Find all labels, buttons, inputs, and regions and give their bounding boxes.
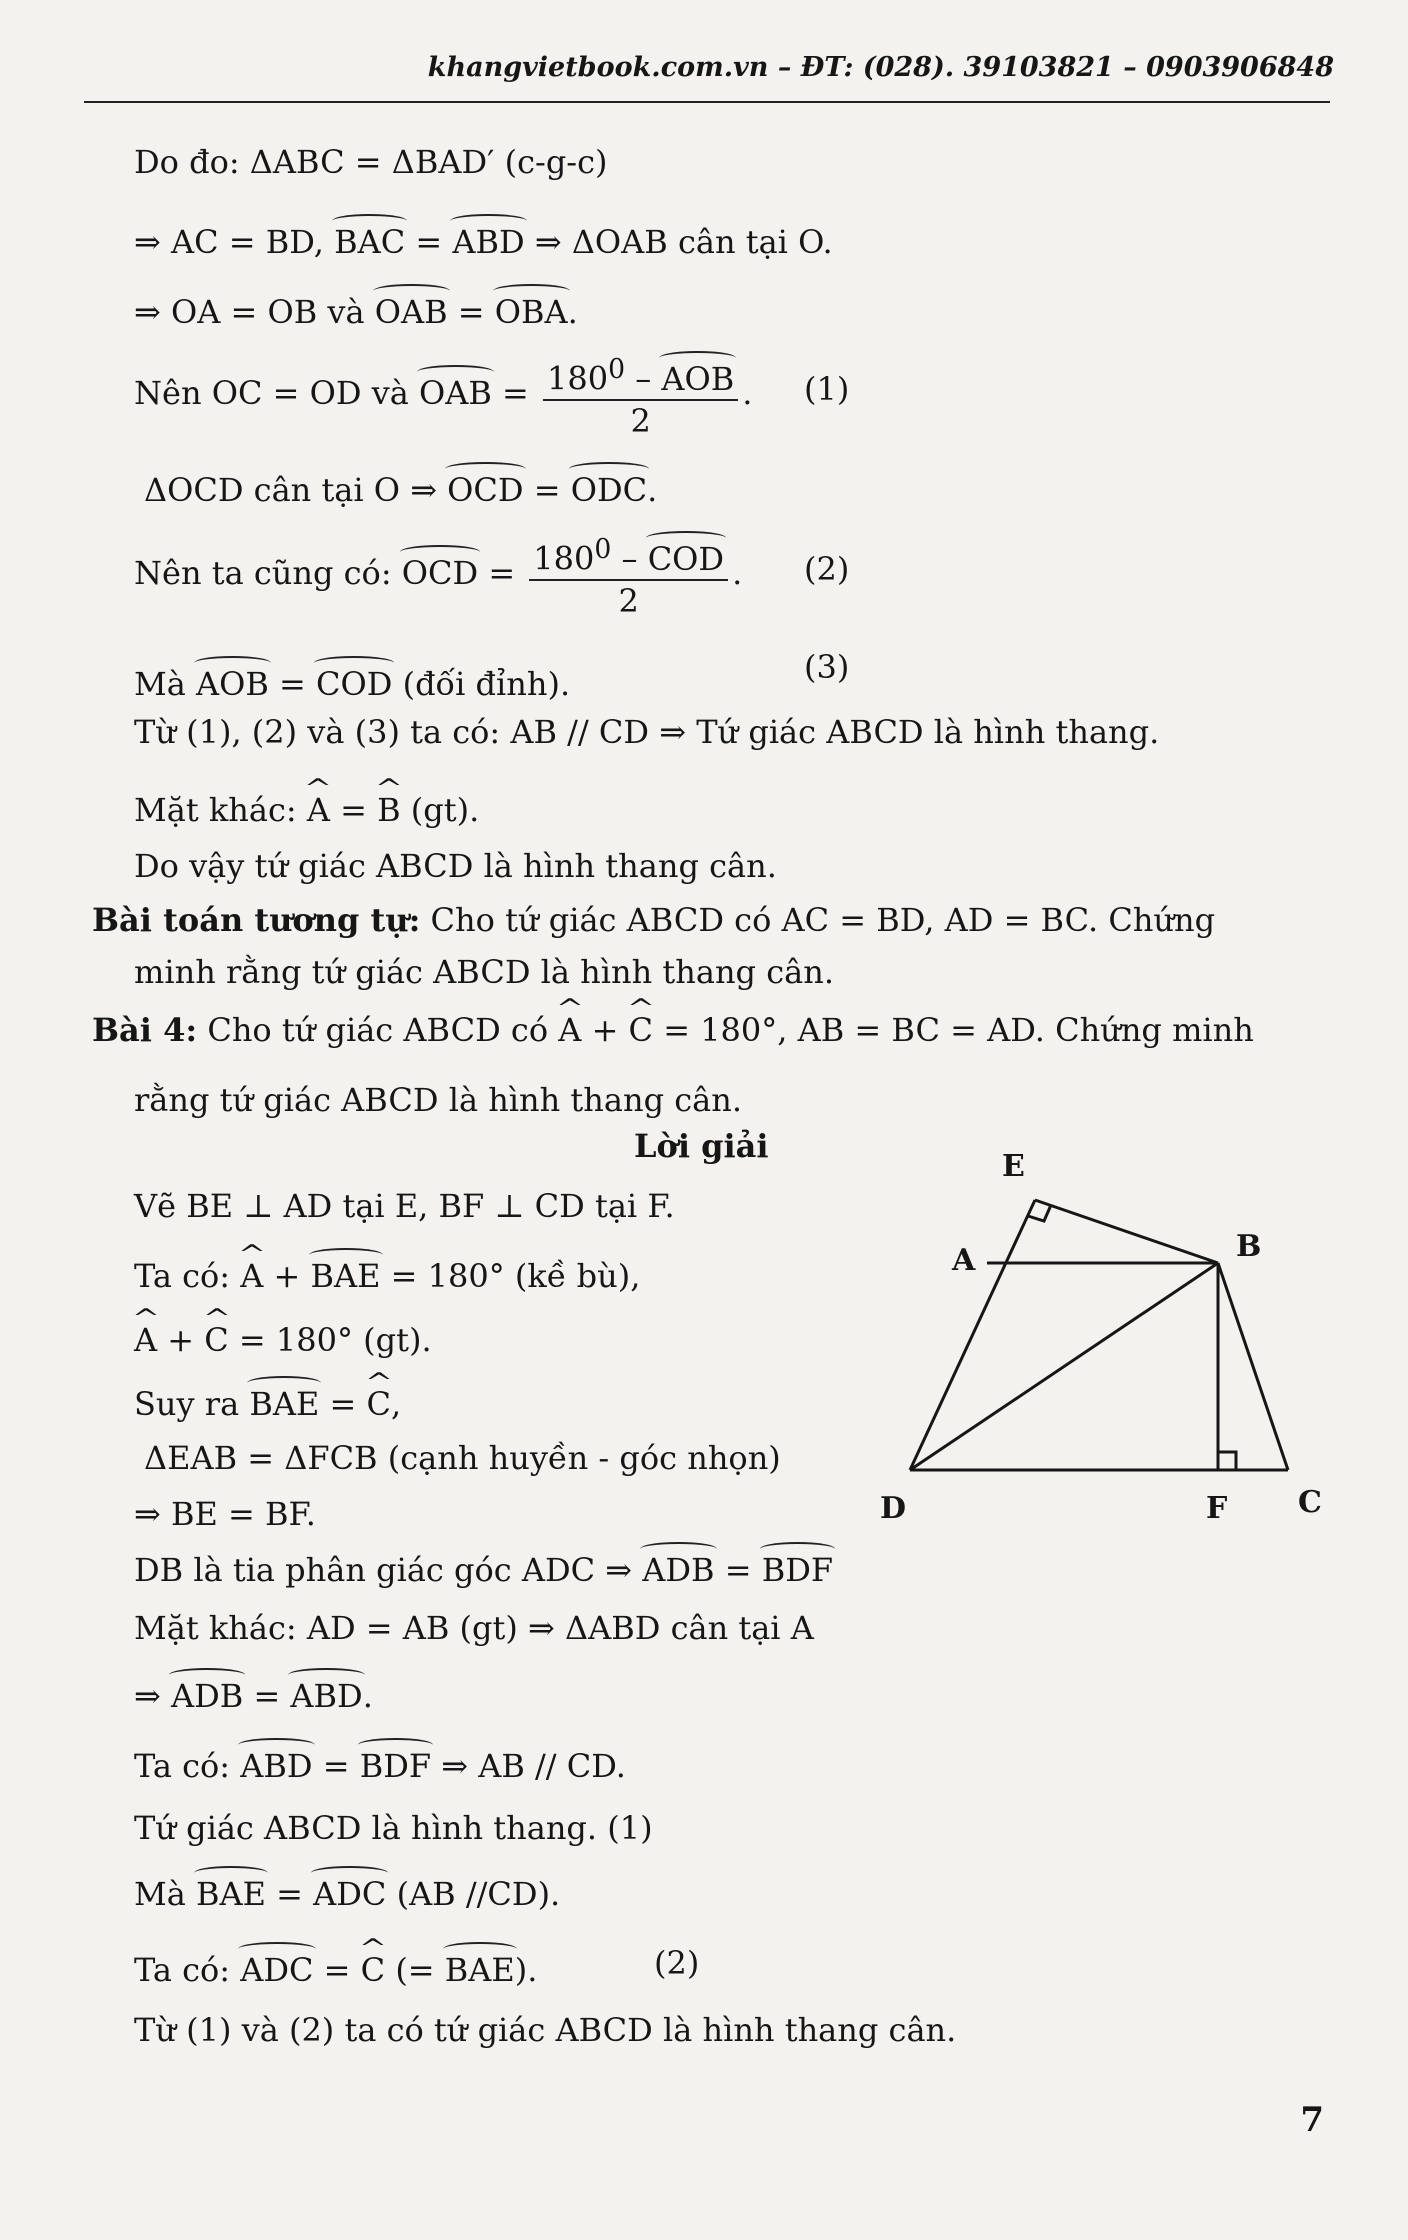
line-2: ⇒ AC = BD, BAC = ABD ⇒ ΔOAB cân tại O. (134, 223, 833, 261)
line-3: ⇒ OA = OB và OAB = OBA. (134, 293, 578, 331)
solution-heading: Lời giải (634, 1127, 769, 1165)
line-14: rằng tứ giác ABCD là hình thang cân. (134, 1081, 743, 1119)
line-18: ^ A + ^ C = 180° (gt). (134, 1320, 432, 1360)
label-A: A (952, 1243, 976, 1278)
line-25: Ta có: ABD = BDF ⇒ AB // CD. (134, 1747, 626, 1785)
line-9: Mặt khác: ^ A = ^ B (gt). (134, 790, 479, 830)
right-angle-mark-F (1218, 1452, 1236, 1470)
line-12: minh rằng tứ giác ABCD là hình thang cân. (134, 953, 834, 991)
label-D: D (880, 1491, 907, 1520)
line-22: DB là tia phân giác góc ADC ⇒ ADB = BDF (134, 1551, 834, 1589)
line-21: ⇒ BE = BF. (134, 1495, 316, 1533)
line-7: Mà AOB = COD (đối đỉnh). (134, 665, 571, 703)
equation-tag-1: (1) (804, 370, 850, 408)
line-26: Tứ giác ABCD là hình thang. (1) (134, 1809, 653, 1847)
line-13: Bài 4: Cho tứ giác ABCD có ^ A + ^ C = 180°, AB = BC = AD. Chứng minh (92, 1010, 1254, 1050)
fraction-1: $\frac{180^0 - AOB}{2}$ (543, 350, 738, 441)
page-header: khangvietbook.com.vn – ĐT: (028). 39103821 – 0903906848 (427, 52, 1334, 83)
equation-tag-3: (3) (804, 648, 850, 686)
line-8: Từ (1), (2) và (3) ta có: AB // CD ⇒ Tứ giác ABCD là hình thang. (134, 713, 1160, 751)
segment-DB (910, 1263, 1218, 1470)
line-16: Vẽ BE ⊥ AD tại E, BF ⊥ CD tại F. (134, 1187, 675, 1225)
label-C: C (1298, 1485, 1322, 1520)
line-1: Do đo: ΔABC = ΔBAD′ (c-g-c) (134, 143, 608, 181)
line-24: ⇒ ADB = ABD. (134, 1677, 373, 1715)
label-F: F (1206, 1491, 1228, 1520)
equation-tag-4: (2) (654, 1944, 700, 1982)
line-11: Bài toán tương tự: Cho tứ giác ABCD có AC = BD, AD = BC. Chứng (92, 901, 1216, 939)
line-17: Ta có: ^ A + BAE = 180° (kề bù), (134, 1256, 640, 1296)
segment-BC (1218, 1263, 1288, 1470)
line-23: Mặt khác: AD = AB (gt) ⇒ ΔABD cân tại A (134, 1609, 814, 1647)
label-B: B (1236, 1229, 1262, 1264)
line-6: Nên ta cũng có: OCD = $\frac{180^0 - COD}{2}$ . (134, 530, 742, 621)
trapezoid-figure (880, 1140, 1340, 1520)
equation-tag-2: (2) (804, 550, 850, 588)
line-5: ΔOCD cân tại O ⇒ OCD = ODC. (144, 471, 658, 509)
line-20: ΔEAB = ΔFCB (cạnh huyền - góc nhọn) (144, 1439, 781, 1477)
line-4: Nên OC = OD và OAB = $\frac{180^0 - AOB}{2}$ . (134, 350, 752, 441)
fraction-2: $\frac{180^0 - COD}{2}$ (529, 530, 728, 621)
line-29: Từ (1) và (2) ta có tứ giác ABCD là hình thang cân. (134, 2011, 957, 2049)
header-rule (84, 101, 1330, 103)
page-number: 7 (1300, 2100, 1324, 2140)
line-10: Do vậy tứ giác ABCD là hình thang cân. (134, 847, 777, 885)
line-28: Ta có: ADC = ^ C (= BAE). (134, 1950, 537, 1990)
line-19: Suy ra BAE = ^ C, (134, 1384, 401, 1424)
label-E: E (1002, 1149, 1025, 1184)
line-27: Mà BAE = ADC (AB //CD). (134, 1875, 561, 1913)
segment-EB (1035, 1200, 1218, 1263)
